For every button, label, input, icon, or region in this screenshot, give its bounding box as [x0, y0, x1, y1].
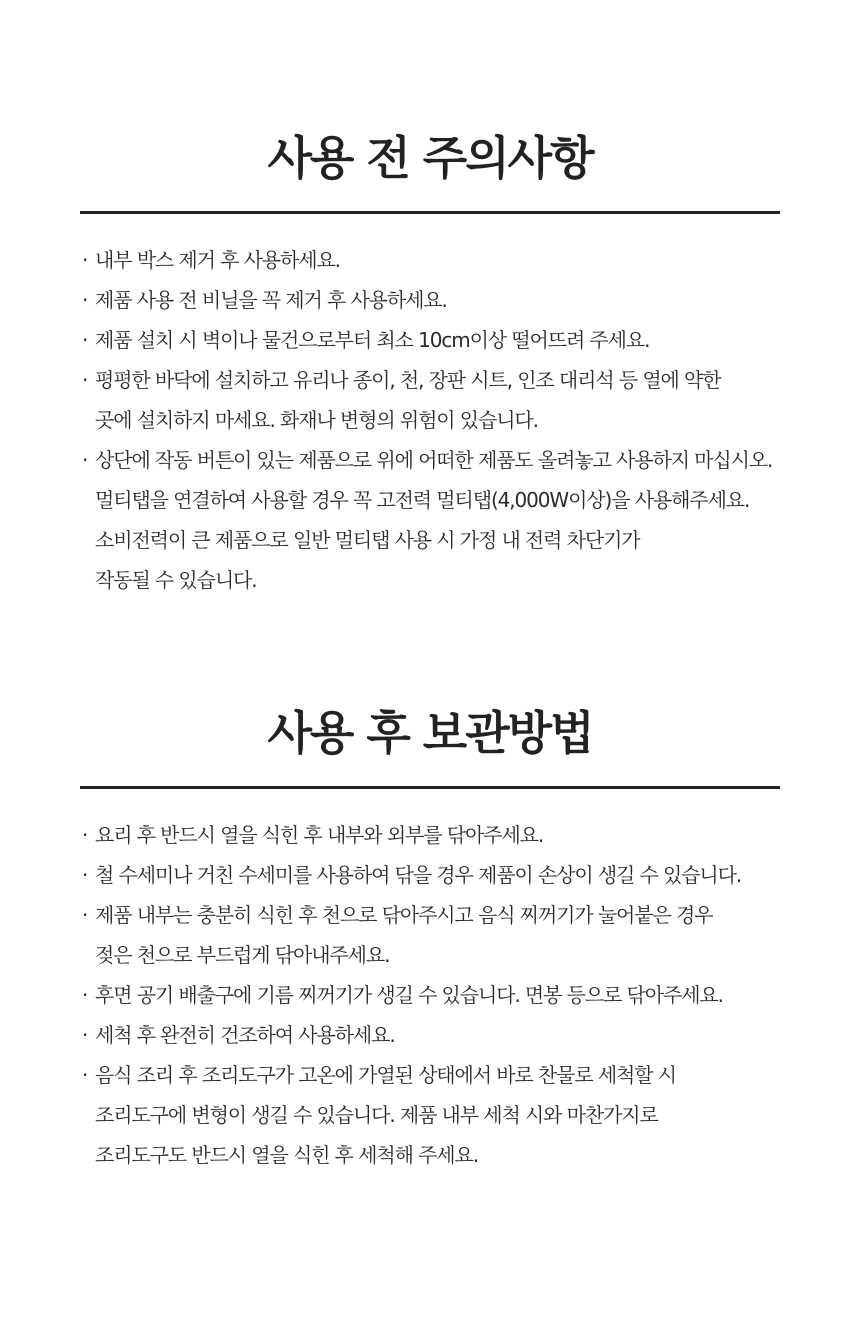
- list-item: [80, 320, 820, 360]
- bullet-marker: ·: [82, 328, 88, 352]
- list-item: [80, 815, 820, 855]
- list-item-text: 후면 공기 배출구에 기름 찌꺼기가 생길 수 있습니다. 면봉 등으로 닦아주세요.: [95, 983, 723, 1007]
- list-item-text: 요리 후 반드시 열을 식힌 후 내부와 외부를 닦아주세요.: [95, 823, 544, 847]
- bullet-marker: ·: [82, 248, 88, 272]
- list-item: [80, 975, 820, 1015]
- list-item-text: 젖은 천으로 부드럽게 닦아내주세요.: [95, 943, 390, 967]
- storage-divider: [80, 786, 780, 789]
- list-item: [80, 440, 820, 600]
- bullet-marker: ·: [82, 863, 88, 887]
- bullet-marker: ·: [82, 1023, 88, 1047]
- list-item-text: 내부 박스 제거 후 사용하세요.: [95, 248, 340, 272]
- list-item-text: 조리도구에 변형이 생길 수 있습니다. 제품 내부 세척 시와 마찬가지로: [95, 1103, 658, 1127]
- precautions-divider: [80, 211, 780, 214]
- list-item-text: 조리도구도 반드시 열을 식힌 후 세척해 주세요.: [95, 1143, 478, 1167]
- list-item-text: 곳에 설치하지 마세요. 화재나 변형의 위험이 있습니다.: [95, 408, 538, 432]
- bullet-marker: ·: [82, 983, 88, 1007]
- list-item-text: 철 수세미나 거친 수세미를 사용하여 닦을 경우 제품이 손상이 생길 수 있습니다.: [95, 863, 742, 887]
- list-item-text: 멀티탭을 연결하여 사용할 경우 꼭 고전력 멀티탭(4,000W이상)을 사용해주세요.: [95, 488, 750, 512]
- list-item-text: 소비전력이 큰 제품으로 일반 멀티탭 사용 시 가정 내 전력 차단기가: [95, 528, 640, 552]
- list-item-text: 평평한 바닥에 설치하고 유리나 종이, 천, 장판 시트, 인조 대리석 등 열에 약한: [95, 368, 721, 392]
- list-item: [80, 240, 820, 280]
- bullet-marker: ·: [82, 903, 88, 927]
- list-item-text: 제품 내부는 충분히 식힌 후 천으로 닦아주시고 음식 찌꺼기가 눌어붙은 경우: [95, 903, 713, 927]
- list-item: [80, 280, 820, 320]
- list-item-text: 세척 후 완전히 건조하여 사용하세요.: [95, 1023, 395, 1047]
- bullet-marker: ·: [82, 448, 88, 472]
- bullet-marker: ·: [82, 823, 88, 847]
- list-item-text: 제품 사용 전 비닐을 꼭 제거 후 사용하세요.: [95, 288, 447, 312]
- list-item-text: 음식 조리 후 조리도구가 고온에 가열된 상태에서 바로 찬물로 세척할 시: [95, 1063, 676, 1087]
- list-item: [80, 895, 820, 975]
- list-item-text: 제품 설치 시 벽이나 물건으로부터 최소 10cm이상 떨어뜨려 주세요.: [95, 328, 650, 352]
- precautions-list: [80, 240, 820, 600]
- storage-title: 사용 후 보관방법: [267, 706, 593, 760]
- list-item: [80, 1015, 820, 1055]
- list-item-text: 상단에 작동 버튼이 있는 제품으로 위에 어떠한 제품도 올려놓고 사용하지 마십시오.: [95, 448, 773, 472]
- bullet-marker: ·: [82, 368, 88, 392]
- bullet-marker: ·: [82, 1063, 88, 1087]
- bullet-marker: ·: [82, 288, 88, 312]
- list-item: [80, 855, 820, 895]
- list-item-text: 작동될 수 있습니다.: [95, 568, 257, 592]
- storage-list: [80, 815, 820, 1175]
- precautions-title: 사용 전 주의사항: [267, 131, 593, 185]
- list-item: [80, 360, 820, 440]
- list-item: [80, 1055, 820, 1175]
